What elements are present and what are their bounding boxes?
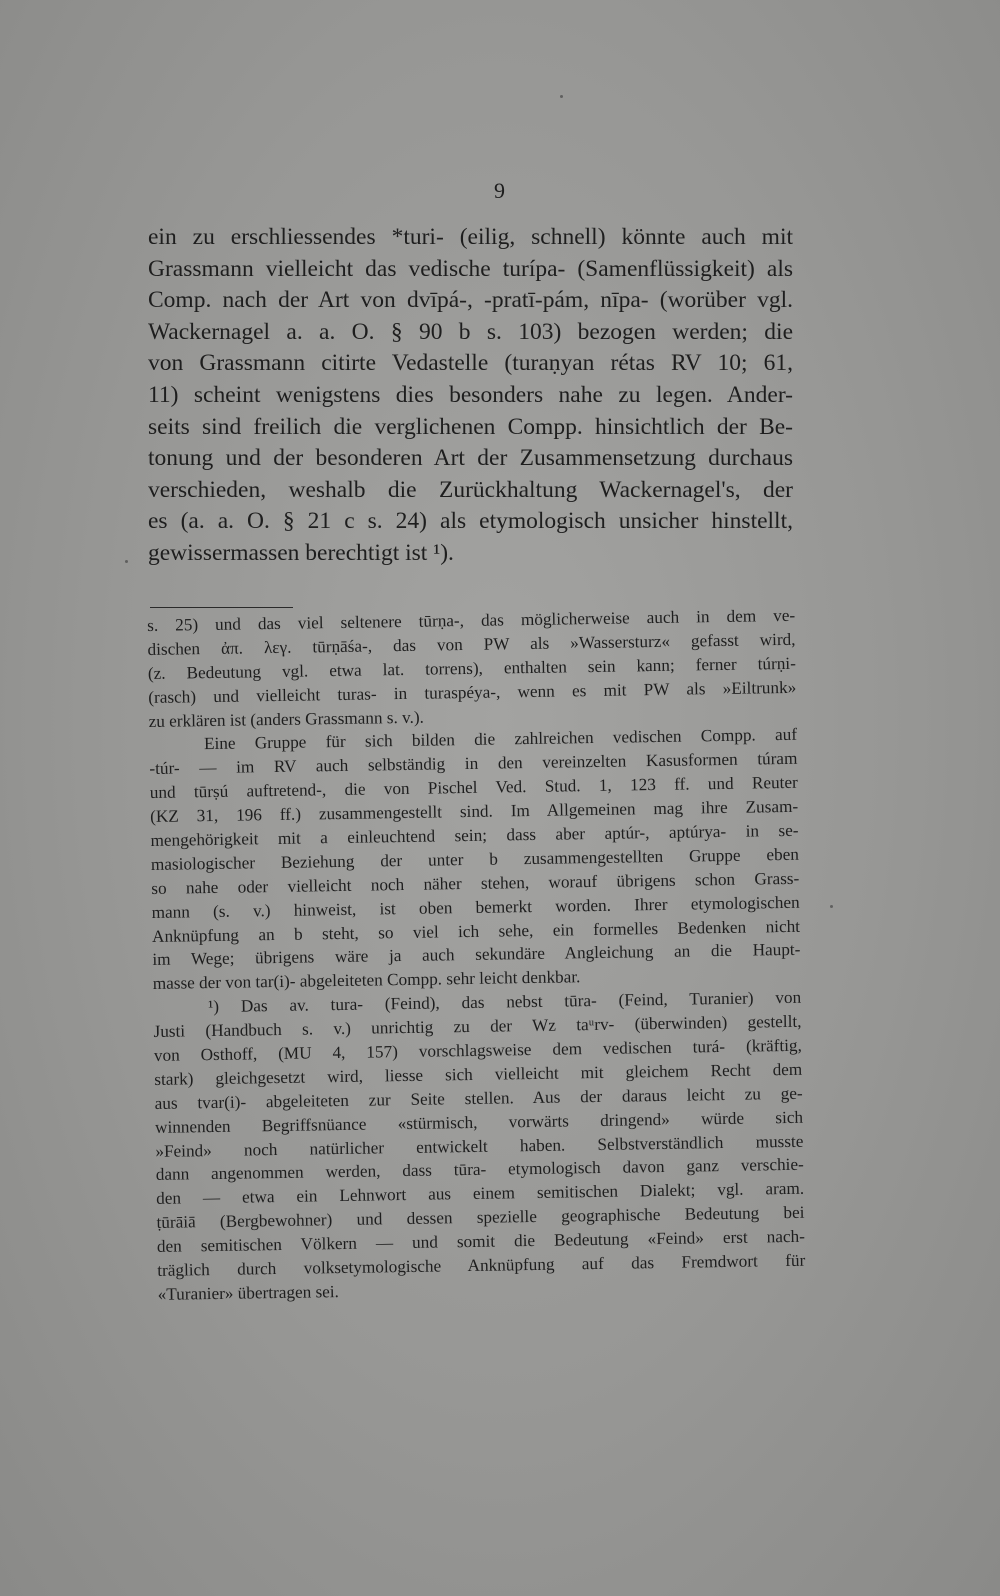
footnote-line: Anknüpfung an b steht, so viel ich sehe, ein formelles Bedenken nicht bbox=[151, 916, 801, 946]
page-number: 9 bbox=[494, 178, 506, 203]
main-text-block bbox=[148, 222, 793, 570]
footnote-line: (rasch) und vielleicht turas- in turaspéya-, wenn es mit PW als »Eiltrunk» bbox=[148, 677, 797, 707]
main-text-line: ein zu erschliessendes *turi- (eilig, schnell) könnte auch mit bbox=[148, 224, 793, 250]
footnote-line: ¹) Das av. tura- (Feind), das nebst tūra- (Feind, Turanier) von bbox=[208, 988, 802, 1017]
footnote-line: aus tvar(i)- abgeleiteten zur Seite stellen. Aus der daraus leicht zu ge- bbox=[154, 1083, 803, 1113]
main-text-line: Comp. nach der Art von dvīpá-, -pratī-pám, nīpa- (worüber vgl. bbox=[148, 287, 793, 314]
footnote-line: s. 25) und das viel seltenere tūrṇa-, das möglicherweise auch in dem ve- bbox=[147, 605, 796, 635]
footnote-line: mengehörigkeit mit a einleuchtend sein; dass aber aptúr-, aptúrya- in se- bbox=[150, 820, 799, 850]
footnote-line: mann (s. v.) hinweist, ist oben bemerkt worden. Ihrer etymologischen bbox=[151, 892, 800, 922]
footnote-separator-rule bbox=[150, 607, 293, 608]
footnote-line: «Turanier» übertragen sei. bbox=[157, 1282, 340, 1304]
footnote-line: masse der von tar(i)- abgeleiteten Compp. sehr leicht denkbar. bbox=[152, 967, 581, 994]
footnote-line: (z. Bedeutung vgl. etwa lat. torrens), enthalten sein kann; ferner túrṇi- bbox=[147, 653, 797, 683]
footnote-line: »Feind» noch natürlicher entwickelt haben. Selbstverständlich musste bbox=[155, 1131, 804, 1161]
main-text-line: gewissermassen berechtigt ist ¹). bbox=[148, 539, 454, 566]
footnote-line: den semitischen Völkern — und somit die Bedeutung «Feind» erst nach- bbox=[156, 1226, 806, 1257]
footnote-line: so nahe oder vielleicht noch näher stehen, worauf übrigens schon Grass- bbox=[151, 868, 800, 898]
footnote-line: ṭūrāiā (Bergbewohner) und dessen spezielle geographische Bedeutung bei bbox=[156, 1203, 805, 1233]
footnote-block bbox=[147, 604, 806, 1307]
footnote-line: (KZ 31, 196 ff.) zusammengestellt sind. Im Allgemeinen mag ihre Zusam- bbox=[150, 796, 799, 827]
main-text-line: 11) scheint wenigstens dies besonders nahe zu legen. Ander- bbox=[148, 381, 793, 408]
footnote-line: -túr- — im RV auch selbständig in den vereinzelten Kasusformen túram bbox=[149, 749, 798, 779]
main-text-line: seits sind freilich die verglichenen Compp. hinsichtlich der Be- bbox=[148, 413, 793, 440]
footnote-line: Eine Gruppe für sich bilden die zahlreichen vedischen Compp. auf bbox=[203, 725, 798, 754]
footnote-line: winnenden Begriffsnüance «stürmisch, vorwärts dringend» würde sich bbox=[154, 1107, 804, 1137]
footnote-line: Justi (Handbuch s. v.) unrichtig zu der Wz taᵘrv- (überwinden) gestellt, bbox=[153, 1011, 802, 1042]
footnote-line: masiologischer Beziehung der unter b zusammengestellten Gruppe eben bbox=[150, 844, 800, 874]
footnote-line: und tūrṣú auftretend-, die von Pischel Ved. Stud. 1, 123 ff. und Reuter bbox=[149, 773, 798, 803]
paper-speck bbox=[125, 560, 128, 563]
main-text-line: Wackernagel a. a. O. § 90 b s. 103) bezogen werden; die bbox=[148, 318, 793, 345]
paper-speck bbox=[830, 905, 833, 908]
main-text-line: von Grassmann citirte Vedastelle (turaṇyan rétas RV 10; 61, bbox=[148, 350, 793, 377]
main-text-line: Grassmann vielleicht das vedische turípa- (Samenflüssigkeit) als bbox=[148, 255, 793, 282]
footnote-line: von Osthoff, (MU 4, 157) vorschlagsweise dem vedischen turá- (kräftig, bbox=[153, 1035, 803, 1065]
main-text-line: tonung und der besonderen Art der Zusammensetzung durchaus bbox=[148, 445, 793, 472]
paper-speck bbox=[560, 95, 563, 98]
footnote-line: den — etwa ein Lehnwort aus einem semitischen Dialekt; vgl. aram. bbox=[156, 1179, 805, 1209]
footnote-line: dann angenommen werden, dass tūra- etymologisch davon ganz verschie- bbox=[155, 1155, 804, 1185]
footnote-line: stark) gleichgesetzt wird, liesse sich vielleicht mit gleichem Recht dem bbox=[154, 1059, 803, 1089]
footnote-line: im Wege; übrigens wäre ja auch sekundäre Angleichung an die Haupt- bbox=[152, 940, 801, 970]
main-text-line: verschieden, weshalb die Zurückhaltung Wackernagel's, der bbox=[148, 476, 793, 503]
footnote-line: träglich durch volksetymologische Anknüpfung auf das Fremdwort für bbox=[157, 1250, 806, 1280]
footnote-line: dischen ἀπ. λεγ. tūrṇāśa-, das von PW als »Wassersturz« gefasst wird, bbox=[147, 629, 796, 659]
footnote-line: zu erklären ist (anders Grassmann s. v.). bbox=[148, 707, 425, 731]
main-text-line: es (a. a. O. § 21 c s. 24) als etymologisch unsicher hinstellt, bbox=[148, 508, 793, 535]
